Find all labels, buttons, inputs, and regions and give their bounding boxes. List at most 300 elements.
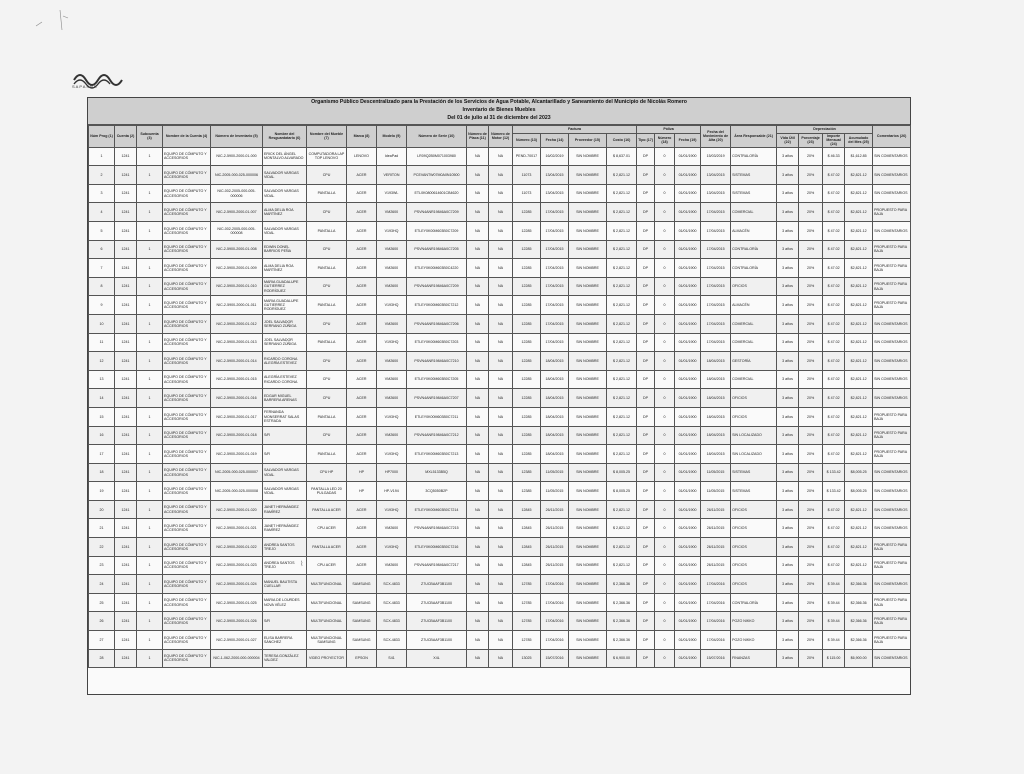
table-cell: S41 <box>377 649 407 668</box>
table-cell: NA <box>489 538 513 557</box>
table-cell: 20% <box>799 203 823 222</box>
table-cell: 0 <box>655 389 675 408</box>
inventory-table <box>88 125 911 668</box>
table-row <box>89 147 911 166</box>
table-cell: 20% <box>799 407 823 426</box>
table-cell: 1 <box>137 240 163 259</box>
table-cell: PSVN4ANR19846A0C7205 <box>407 240 467 259</box>
table-cell: HP-V194 <box>377 482 407 501</box>
table-cell: 1 <box>137 370 163 389</box>
table-cell: 16/02/2019 <box>541 147 569 166</box>
table-cell: NA <box>489 463 513 482</box>
table-cell: ACER <box>347 240 377 259</box>
table-cell: NA <box>467 463 489 482</box>
table-cell: ETLEY0K00M603B0C7214 <box>407 500 467 519</box>
table-cell: 01/01/1900 <box>675 296 701 315</box>
table-cell: 3 años <box>777 277 799 296</box>
table-cell: NA <box>467 352 489 371</box>
table-cell: 3 años <box>777 333 799 352</box>
table-cell: 0 <box>655 445 675 464</box>
table-cell: 01/01/1900 <box>675 445 701 464</box>
table-cell: NA <box>489 333 513 352</box>
table-cell: PSVN4ANR19846A0C7215 <box>407 519 467 538</box>
table-cell: 16 <box>89 426 115 445</box>
table-cell: $ 47.02 <box>823 538 845 557</box>
table-cell: $ 47.02 <box>823 370 845 389</box>
column-header: Porcentaje (23) <box>799 134 823 148</box>
table-cell: 1241 <box>115 575 137 594</box>
table-cell: 11 <box>89 333 115 352</box>
table-cell: PROPUESTO PARA BAJA <box>873 593 911 612</box>
table-cell: 17/04/2016 <box>541 593 569 612</box>
table-cell: PSVN4ANR19846A0C7209 <box>407 277 467 296</box>
table-cell: PANTALLA <box>307 184 347 203</box>
table-cell: OFICIOS <box>731 277 777 296</box>
table-cell: 20% <box>799 426 823 445</box>
table-cell: DP <box>637 333 655 352</box>
table-cell: $ 6,900.00 <box>607 649 637 668</box>
column-header: Área Responsable (21) <box>731 126 777 148</box>
column-header: Número (18) <box>655 134 675 148</box>
table-cell: VERITON <box>377 166 407 185</box>
table-cell: NIC-2-5900-2000-01-017 <box>211 407 263 426</box>
table-cell: 20% <box>799 538 823 557</box>
table-cell: 01/01/1900 <box>675 314 701 333</box>
table-cell: LENOVO <box>347 147 377 166</box>
table-cell: EQUIPO DE CÓMPUTO Y ACCESORIOS <box>163 482 211 501</box>
table-cell: $ 2,366.36 <box>607 612 637 631</box>
table-cell: X4L <box>407 649 467 668</box>
table-cell: EDWIN DONEL BARRIOS PEÑA <box>263 240 307 259</box>
table-cell: 1 <box>137 407 163 426</box>
table-cell: VM2600 <box>377 314 407 333</box>
table-cell: PANTALLA <box>307 259 347 278</box>
table-cell: 12785 <box>513 593 541 612</box>
table-cell: SIN NOMBRE <box>569 463 607 482</box>
table-cell: PROPUESTO PARA BAJA <box>873 631 911 650</box>
table-cell: 3 años <box>777 649 799 668</box>
table-cell: 17/04/2015 <box>701 296 731 315</box>
table-cell: ETLEY0K00M603B0C7203 <box>407 333 467 352</box>
table-cell: DP <box>637 575 655 594</box>
table-cell: 0 <box>655 221 675 240</box>
table-cell: 26/11/2015 <box>541 500 569 519</box>
table-cell: $ 2,821.12 <box>607 203 637 222</box>
table-cell: 3CQ5050B2P <box>407 482 467 501</box>
table-cell: $2,821.12 <box>845 203 873 222</box>
table-cell: 13025 <box>513 649 541 668</box>
table-cell: 3 años <box>777 259 799 278</box>
table-cell: NA <box>467 575 489 594</box>
table-cell: 18/04/2015 <box>541 389 569 408</box>
table-cell: 1 <box>137 352 163 371</box>
table-cell: IdeaPad <box>377 147 407 166</box>
table-cell: PCEVANTW07M0A0N10500 <box>407 166 467 185</box>
table-cell: $2,821.12 <box>845 389 873 408</box>
table-cell: 17/04/2015 <box>541 240 569 259</box>
table-cell: NIC-2005-000-025-000008 <box>211 482 263 501</box>
table-cell: NA <box>467 203 489 222</box>
table-cell: 1241 <box>115 463 137 482</box>
table-cell: NA <box>489 203 513 222</box>
table-cell: NA <box>489 277 513 296</box>
table-cell: 0 <box>655 296 675 315</box>
table-cell: 26/11/2015 <box>701 519 731 538</box>
table-cell: NIC-2-5900-2000-01-013 <box>211 333 263 352</box>
table-cell: 17 <box>89 445 115 464</box>
table-cell: NA <box>489 166 513 185</box>
table-cell: 0 <box>655 333 675 352</box>
table-row <box>89 314 911 333</box>
table-cell: 12285 <box>513 389 541 408</box>
table-cell: 11/05/2015 <box>541 463 569 482</box>
table-cell: 9 <box>89 296 115 315</box>
table-row <box>89 556 911 575</box>
table-cell: EQUIPO DE CÓMPUTO Y ACCESORIOS <box>163 203 211 222</box>
table-cell: NA <box>489 407 513 426</box>
table-cell: 01/01/1900 <box>675 407 701 426</box>
table-cell: 24 <box>89 575 115 594</box>
table-cell: 0 <box>655 463 675 482</box>
table-cell: 12285 <box>513 445 541 464</box>
table-cell: 1241 <box>115 184 137 203</box>
table-cell: 25 <box>89 593 115 612</box>
table-row <box>89 296 911 315</box>
table-cell: ETLEY0K00M603B0C7209 <box>407 221 467 240</box>
table-cell: SIN NOMBRE <box>569 389 607 408</box>
table-cell: 12785 <box>513 631 541 650</box>
table-cell: 3 años <box>777 296 799 315</box>
table-cell: 26/11/2015 <box>701 538 731 557</box>
table-cell: 17/04/2016 <box>541 612 569 631</box>
table-cell: DP <box>637 314 655 333</box>
table-cell: DP <box>637 240 655 259</box>
table-cell: PANTALLA ACER <box>307 538 347 557</box>
table-cell: $ 2,821.12 <box>607 221 637 240</box>
table-cell: SISTEMAS <box>731 463 777 482</box>
poliza-group-header: Póliza <box>637 126 701 134</box>
table-cell: 12845 <box>513 538 541 557</box>
table-cell: 3 años <box>777 147 799 166</box>
table-cell: 23 <box>89 556 115 575</box>
table-cell: 3 años <box>777 426 799 445</box>
table-cell: 20% <box>799 296 823 315</box>
table-row <box>89 463 911 482</box>
table-cell: DP <box>637 259 655 278</box>
table-cell: $ 2,821.12 <box>607 240 637 259</box>
table-cell: V193HQ <box>377 445 407 464</box>
table-cell: SIN NOMBRE <box>569 277 607 296</box>
column-header: Número de Serie (10) <box>407 126 467 148</box>
table-cell: SIN COMENTARIOS <box>873 370 911 389</box>
table-row <box>89 389 911 408</box>
table-cell: 1241 <box>115 445 137 464</box>
table-cell: ACER <box>347 166 377 185</box>
table-cell: 1 <box>137 575 163 594</box>
column-header: Núm Prog (1) <box>89 126 115 148</box>
table-cell: 0 <box>655 407 675 426</box>
column-header: Número (13) <box>513 134 541 148</box>
table-cell: 01/01/1900 <box>675 240 701 259</box>
table-row <box>89 575 911 594</box>
table-cell: NIC-2-5900-2000-01-007 <box>211 203 263 222</box>
table-cell: 1 <box>137 556 163 575</box>
table-cell: NA <box>489 519 513 538</box>
table-cell: 15/03/2019 <box>701 147 731 166</box>
column-header: Nombre de la Cuenta (4) <box>163 126 211 148</box>
table-cell: OFICIOS <box>731 389 777 408</box>
table-cell: $ 2,821.12 <box>607 277 637 296</box>
table-cell: 0 <box>655 240 675 259</box>
table-cell: NA <box>489 352 513 371</box>
table-cell: 1241 <box>115 296 137 315</box>
table-cell: COMPUTADORA LAP TOP LENOVO <box>307 147 347 166</box>
table-cell: SIN NOMBRE <box>569 538 607 557</box>
table-cell: CPU ACER <box>307 556 347 575</box>
table-cell: 1 <box>89 147 115 166</box>
table-cell: 1241 <box>115 389 137 408</box>
table-cell: 0 <box>655 500 675 519</box>
table-cell: PANTALLA <box>307 407 347 426</box>
table-cell: $ 46.33 <box>823 147 845 166</box>
table-cell: 0 <box>655 277 675 296</box>
table-row <box>89 631 911 650</box>
table-cell: SIN NOMBRE <box>569 631 607 650</box>
table-cell: NA <box>467 612 489 631</box>
table-cell: 1 <box>137 333 163 352</box>
table-cell: $ 2,821.12 <box>607 166 637 185</box>
table-cell: DP <box>637 463 655 482</box>
table-cell: NA <box>467 166 489 185</box>
table-cell: SIN NOMBRE <box>569 240 607 259</box>
table-cell: NA <box>467 556 489 575</box>
table-cell: 18/04/2015 <box>541 352 569 371</box>
table-cell: 1 <box>137 296 163 315</box>
table-cell: SIN NOMBRE <box>569 649 607 668</box>
table-cell: 1 <box>137 426 163 445</box>
table-cell: $2,821.12 <box>845 166 873 185</box>
table-cell: ACER <box>347 389 377 408</box>
table-cell: NA <box>467 649 489 668</box>
table-cell: MULTIFUNCIONAL <box>307 593 347 612</box>
table-cell: MXL5133B5Q <box>407 463 467 482</box>
table-cell: V193HQ <box>377 538 407 557</box>
table-cell: NA <box>489 221 513 240</box>
table-cell: 01/01/1900 <box>675 538 701 557</box>
table-cell: SALVADOR VARGAS VIDAL <box>263 166 307 185</box>
table-cell: 15/07/2016 <box>701 649 731 668</box>
table-cell: $ 2,821.12 <box>607 184 637 203</box>
table-cell: NA <box>467 426 489 445</box>
table-cell: 17/04/2015 <box>541 314 569 333</box>
table-cell: ERICK DEL ÁNGEL MONTALVO ALVARADO <box>263 147 307 166</box>
table-cell: SIN NOMBRE <box>569 296 607 315</box>
table-cell: 1241 <box>115 593 137 612</box>
table-cell: 20% <box>799 259 823 278</box>
table-cell: 3 años <box>777 463 799 482</box>
table-cell: 01/01/1900 <box>675 575 701 594</box>
table-cell: CPU ACER <box>307 519 347 538</box>
table-cell: 13/04/2015 <box>541 184 569 203</box>
table-cell: 3 años <box>777 221 799 240</box>
table-cell: SIN COMENTARIOS <box>873 147 911 166</box>
table-row <box>89 612 911 631</box>
table-cell: DP <box>637 538 655 557</box>
table-cell: 11073 <box>513 184 541 203</box>
table-cell: SIN NOMBRE <box>569 482 607 501</box>
table-cell: PROPUESTO PARA BAJA <box>873 296 911 315</box>
table-cell: $ 2,821.12 <box>607 519 637 538</box>
table-cell: 17/04/2016 <box>541 631 569 650</box>
table-cell: 18 <box>89 463 115 482</box>
table-cell: SIN NOMBRE <box>569 612 607 631</box>
table-cell: $2,821.12 <box>845 445 873 464</box>
table-cell: VM2600 <box>377 556 407 575</box>
table-cell: 3 años <box>777 240 799 259</box>
table-cell: SAMSUNG <box>347 575 377 594</box>
table-cell: 1241 <box>115 426 137 445</box>
table-cell: 27 <box>89 631 115 650</box>
table-cell: 20% <box>799 352 823 371</box>
table-cell: SIN NOMBRE <box>569 314 607 333</box>
table-cell: $2,821.12 <box>845 259 873 278</box>
table-cell: 0 <box>655 575 675 594</box>
table-cell: 0 <box>655 147 675 166</box>
table-cell: SCX-4833 <box>377 575 407 594</box>
table-cell: Z7UCBAAF3B1100 <box>407 612 467 631</box>
table-cell: 11/05/2015 <box>701 463 731 482</box>
table-cell: CONTRALORÍA <box>731 147 777 166</box>
organization-title: Organismo Público Descentralizado para la Prestación de los Servicios de Agua Potable, Alcantarillado y Saneamiento del Municipio de Nicolás Romero <box>311 99 687 105</box>
table-cell: 12285 <box>513 407 541 426</box>
column-header: Costo (16) <box>607 134 637 148</box>
table-cell: DP <box>637 389 655 408</box>
table-cell: $ 47.02 <box>823 445 845 464</box>
table-cell: CPU <box>307 314 347 333</box>
table-row <box>89 649 911 668</box>
table-cell: $2,821.12 <box>845 333 873 352</box>
table-cell: SIN COMENTARIOS <box>873 500 911 519</box>
table-row <box>89 166 911 185</box>
logo-text: SAPASNR <box>72 84 98 89</box>
table-cell: DP <box>637 184 655 203</box>
table-cell: Z7UCBAAF3B1100 <box>407 575 467 594</box>
table-cell: NIC-002-2005-000-005-000008 <box>211 221 263 240</box>
table-cell: DP <box>637 612 655 631</box>
table-cell: SIN COMENTARIOS <box>873 389 911 408</box>
table-cell: PROPUESTO PARA BAJA <box>873 426 911 445</box>
table-row <box>89 500 911 519</box>
table-cell: $2,821.12 <box>845 556 873 575</box>
table-cell: 20% <box>799 221 823 240</box>
table-cell: MARIA GUADALUPE GUTIERREZ RODRÍGUEZ <box>263 277 307 296</box>
table-cell: 3 años <box>777 184 799 203</box>
table-cell: NIC-2-5900-2000-01-019 <box>211 445 263 464</box>
table-cell: NIC-2-5900-2000-01-024 <box>211 575 263 594</box>
table-cell: 12285 <box>513 203 541 222</box>
table-cell: PANTALLA <box>307 445 347 464</box>
table-cell: NIC-2-5900-2000-01-021 <box>211 519 263 538</box>
table-cell: SIN NOMBRE <box>569 203 607 222</box>
table-cell: $ 39.44 <box>823 612 845 631</box>
table-cell: SCX-4833 <box>377 612 407 631</box>
table-cell: 18/04/2015 <box>701 352 731 371</box>
table-cell: 17/04/2016 <box>701 593 731 612</box>
table-cell: 3 años <box>777 556 799 575</box>
table-cell: 13/04/2015 <box>701 166 731 185</box>
table-cell: 26/11/2015 <box>701 556 731 575</box>
table-cell: CPU <box>307 352 347 371</box>
table-cell: 12285 <box>513 314 541 333</box>
table-cell: $2,821.12 <box>845 296 873 315</box>
table-cell: NA <box>467 277 489 296</box>
header-row <box>89 126 911 134</box>
table-cell: HP <box>347 463 377 482</box>
table-cell: 3 años <box>777 445 799 464</box>
table-cell: ETLEY0K00M603B0C7216 <box>407 538 467 557</box>
table-cell: NIC-2-5900-2000-01-026 <box>211 612 263 631</box>
table-cell: 18/04/2015 <box>701 389 731 408</box>
table-cell: PROPUESTO PARA BAJA <box>873 203 911 222</box>
table-cell: 1 <box>137 203 163 222</box>
table-cell: ACER <box>347 556 377 575</box>
table-cell: RICARDO CORONA ALEGRÍA ESTEVEZ <box>263 352 307 371</box>
table-cell: 0 <box>655 649 675 668</box>
table-cell: S/R <box>263 426 307 445</box>
table-cell: POZO NIKKO <box>731 612 777 631</box>
table-cell: SIN COMENTARIOS <box>873 184 911 203</box>
table-cell: NA <box>467 240 489 259</box>
table-cell: 1 <box>137 538 163 557</box>
table-cell: 1241 <box>115 519 137 538</box>
table-cell: 01/01/1900 <box>675 500 701 519</box>
table-cell: $2,366.36 <box>845 575 873 594</box>
table-cell: 1 <box>137 389 163 408</box>
table-cell: 12385 <box>513 463 541 482</box>
table-row <box>89 445 911 464</box>
table-cell: NIC-2005-000-025-000007 <box>211 463 263 482</box>
table-cell: ANDREA SANTOS TREJO <box>263 538 307 557</box>
table-cell: CPU <box>307 370 347 389</box>
table-row <box>89 407 911 426</box>
column-header: Comentarios (26) <box>873 126 911 148</box>
inventory-rows <box>89 147 911 668</box>
table-cell: $ 39.44 <box>823 575 845 594</box>
table-cell: 12785 <box>513 575 541 594</box>
table-cell: 12 <box>89 352 115 371</box>
table-cell: EQUIPO DE CÓMPUTO Y ACCESORIOS <box>163 389 211 408</box>
column-header: Modelo (9) <box>377 126 407 148</box>
table-cell: SIN COMENTARIOS <box>873 314 911 333</box>
table-cell: 0 <box>655 538 675 557</box>
table-cell: DP <box>637 352 655 371</box>
table-cell: 8 <box>89 277 115 296</box>
table-cell: DP <box>637 500 655 519</box>
table-cell: 1241 <box>115 221 137 240</box>
table-cell: DP <box>637 482 655 501</box>
table-cell: NIC-2-5900-2000-01-010 <box>211 277 263 296</box>
table-cell: 3 <box>89 184 115 203</box>
table-cell: 20% <box>799 649 823 668</box>
table-cell: ACER <box>347 314 377 333</box>
table-cell: 18/04/2015 <box>701 426 731 445</box>
table-cell: 18/04/2015 <box>541 445 569 464</box>
table-cell: $ 47.02 <box>823 259 845 278</box>
table-cell: 0 <box>655 426 675 445</box>
table-cell: ACER <box>347 370 377 389</box>
table-cell: 17/04/2016 <box>541 575 569 594</box>
table-cell: JANET HERNÁNDEZ RAMÍREZ <box>263 500 307 519</box>
